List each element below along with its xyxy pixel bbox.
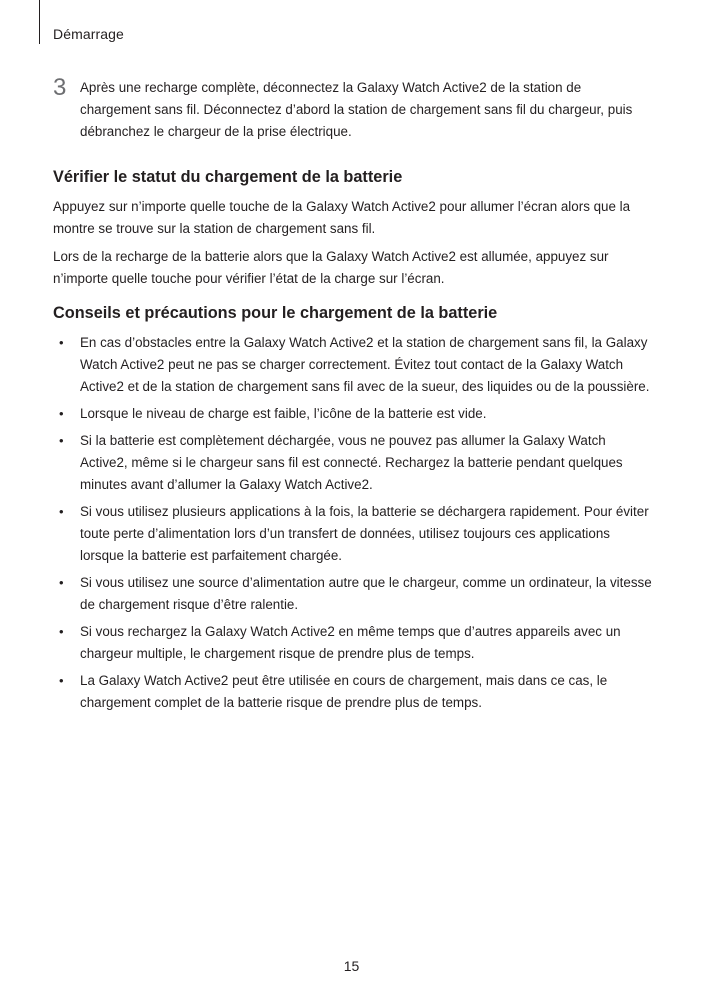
- bullet-icon: •: [59, 673, 64, 688]
- list-item: [53, 670, 653, 714]
- bullet-icon: •: [59, 504, 64, 519]
- list-item: [53, 621, 653, 665]
- bullet-icon: •: [59, 433, 64, 448]
- section-header: Démarrage: [53, 26, 124, 42]
- list-item-text: Si vous utilisez une source d’alimentation autre que le chargeur, comme un ordinateur, la vitesse de chargement risque d’être ralentie.: [80, 575, 652, 612]
- list-item: [53, 430, 653, 496]
- charging-tips-list: [53, 332, 653, 714]
- bullet-icon: •: [59, 335, 64, 350]
- list-item: [53, 572, 653, 616]
- list-item-text: Si vous utilisez plusieurs applications à la fois, la batterie se déchargera rapidement. Pour éviter toute perte d’alimentation lors d’un transfert de données, utilisez toujours ces applications lorsque la batterie est parfaitement chargée.: [80, 504, 649, 563]
- bullet-icon: •: [59, 406, 64, 421]
- list-item: [53, 403, 653, 425]
- list-item-text: Si la batterie est complètement déchargée, vous ne pouvez pas allumer la Galaxy Watch Active2, même si le chargeur sans fil est connecté. Rechargez la batterie pendant quelques minutes avant d’allumer la Galaxy Watch Active2.: [80, 433, 623, 492]
- charging-tips-title: Conseils et précautions pour le chargement de la batterie: [53, 304, 498, 322]
- list-item-text: En cas d’obstacles entre la Galaxy Watch Active2 et la station de chargement sans fil, la Galaxy Watch Active2 peut ne pas se charger correctement. Évitez tout contact de la Galaxy Watch Active2 et de la station de chargement sans fil avec de la sueur, des liquides ou de la poussière.: [80, 335, 650, 394]
- battery-status-section: [53, 166, 653, 296]
- battery-status-paragraph: Lors de la recharge de la batterie alors que la Galaxy Watch Active2 est allumée, appuyez sur n’importe quelle touche pour vérifier l’état de la charge sur l’écran.: [53, 249, 609, 286]
- list-item: [53, 501, 653, 567]
- bullet-icon: •: [59, 575, 64, 590]
- battery-status-paragraph: Appuyez sur n’importe quelle touche de la Galaxy Watch Active2 pour allumer l’écran alors que la montre se trouve sur la station de chargement sans fil.: [53, 199, 631, 236]
- step-text: Après une recharge complète, déconnectez la Galaxy Watch Active2 de la station de chargement sans fil. Déconnectez d’abord la station de chargement sans fil du chargeur, puis débranchez le chargeur de la prise électrique.: [80, 80, 633, 139]
- charging-tips-section: [53, 302, 653, 719]
- header-divider: [39, 0, 40, 44]
- list-item: [53, 332, 653, 398]
- step-number: 3: [53, 74, 67, 101]
- step-3: [53, 74, 653, 143]
- page-number: 15: [343, 958, 360, 974]
- battery-status-title: Vérifier le statut du chargement de la batterie: [53, 168, 403, 186]
- bullet-icon: •: [59, 624, 64, 639]
- list-item-text: La Galaxy Watch Active2 peut être utilisée en cours de chargement, mais dans ce cas, le chargement complet de la batterie risque de prendre plus de temps.: [80, 673, 608, 710]
- list-item-text: Si vous rechargez la Galaxy Watch Active2 en même temps que d’autres appareils avec un chargeur multiple, le chargement risque de prendre plus de temps.: [80, 624, 621, 661]
- list-item-text: Lorsque le niveau de charge est faible, l’icône de la batterie est vide.: [80, 406, 487, 421]
